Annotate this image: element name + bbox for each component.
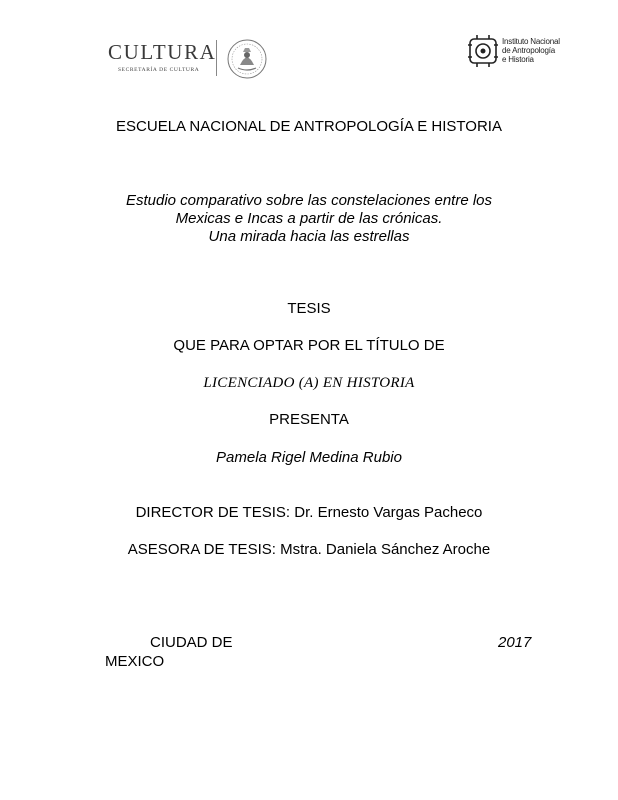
cultura-wordmark: CULTURA [108,40,217,64]
place-line-2: MEXICO [105,653,165,670]
inah-name [502,37,560,64]
degree-title: LICENCIADO (A) EN HISTORIA [203,375,415,391]
inah-line: de Antropología [502,46,556,55]
thesis-title-line: Estudio comparativo sobre las constelaciones entre los [125,192,493,209]
national-seal-icon [226,38,268,80]
degree-intro: QUE PARA OPTAR POR EL TÍTULO DE [173,337,445,354]
school-name: ESCUELA NACIONAL DE ANTROPOLOGÍA E HISTORIA [116,118,502,135]
inah-emblem-icon [466,33,500,69]
year: 2017 [498,634,532,651]
author-name: Pamela Rigel Medina Rubio [216,449,402,466]
presenta-label: PRESENTA [269,411,349,428]
thesis-director: DIRECTOR DE TESIS: Dr. Ernesto Vargas Pacheco [135,504,483,521]
tesis-label: TESIS [287,300,331,317]
inah-line: Instituto Nacional [502,37,560,46]
cultura-logo [108,38,278,88]
inah-line: e Historia [502,55,534,64]
logo-divider [216,40,217,76]
thesis-title-line: Mexicas e Incas a partir de las crónicas. [175,210,443,227]
cultura-subtitle: SECRETARÍA DE CULTURA [118,67,200,73]
inah-logo [466,33,596,75]
thesis-title-line: Una mirada hacia las estrellas [208,228,410,245]
place-line-1: CIUDAD DE [150,634,233,651]
thesis-title [0,192,618,246]
thesis-advisor: ASESORA DE TESIS: Mstra. Daniela Sánchez Aroche [127,541,491,558]
